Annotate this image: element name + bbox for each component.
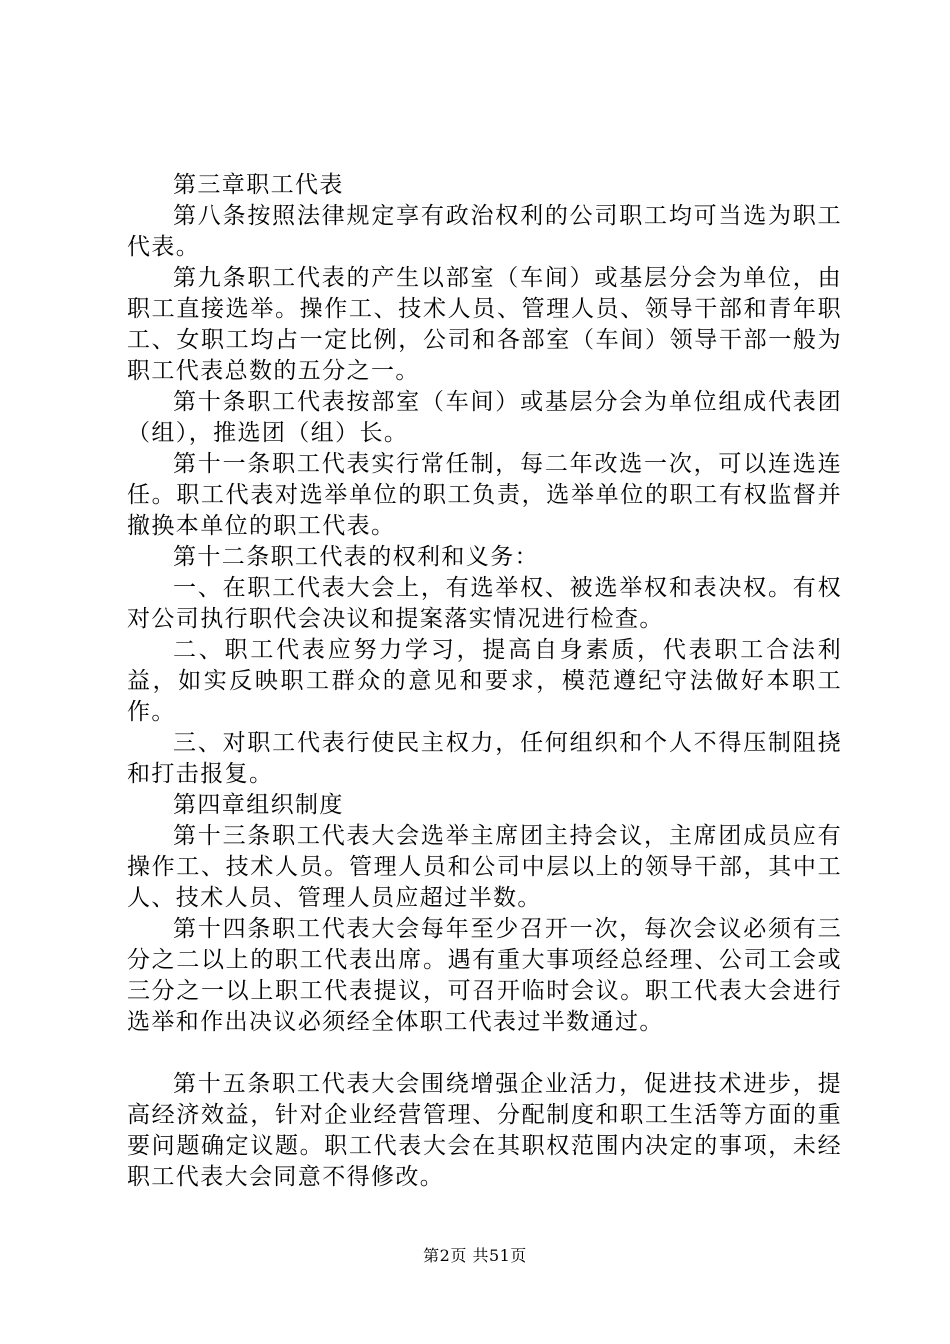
paragraph-spacer — [127, 1038, 842, 1069]
article-10: 第十条职工代表按部室（车间）或基层分会为单位组成代表团（组），推选团（组）长。 — [127, 389, 842, 446]
chapter-heading-3: 第三章职工代表 — [173, 172, 344, 198]
article-12-item-3: 三、对职工代表行使民主权力，任何组织和个人不得压制阻挠和打击报复。 — [127, 730, 842, 787]
article-12-item-1: 一、在职工代表大会上，有选举权、被选举权和表决权。有权对公司执行职代会决议和提案落实情况进行检查。 — [127, 575, 842, 632]
page-footer: 第2页 共51页 — [423, 1246, 527, 1265]
article-9: 第九条职工代表的产生以部室（车间）或基层分会为单位，由职工直接选举。操作工、技术人员、管理人员、领导干部和青年职工、女职工均占一定比例，公司和各部室（车间）领导干部一般为职工代表总数的五分之一。 — [127, 265, 842, 384]
article-12-item-2: 二、职工代表应努力学习，提高自身素质，代表职工合法利益，如实反映职工群众的意见和要求，模范遵纪守法做好本职工作。 — [127, 637, 842, 725]
chapter-heading-4: 第四章组织制度 — [173, 792, 344, 818]
article-13: 第十三条职工代表大会选举主席团主持会议，主席团成员应有操作工、技术人员。管理人员和公司中层以上的领导干部，其中工人、技术人员、管理人员应超过半数。 — [127, 823, 842, 911]
article-12: 第十二条职工代表的权利和义务： — [173, 544, 539, 570]
article-14: 第十四条职工代表大会每年至少召开一次，每次会议必须有三分之二以上的职工代表出席。遇有重大事项经总经理、公司工会或三分之一以上职工代表提议，可召开临时会议。职工代表大会进行选举和作出决议必须经全体职工代表过半数通过。 — [127, 916, 842, 1035]
document-body — [127, 170, 842, 1193]
article-15: 第十五条职工代表大会围绕增强企业活力，促进技术进步，提高经济效益，针对企业经营管理、分配制度和职工生活等方面的重要问题确定议题。职工代表大会在其职权范围内决定的事项，未经职工代表大会同意不得修改。 — [127, 1071, 842, 1190]
article-8: 第八条按照法律规定享有政治权利的公司职工均可当选为职工代表。 — [127, 203, 842, 260]
article-11: 第十一条职工代表实行常任制，每二年改选一次，可以连选连任。职工代表对选举单位的职工负责，选举单位的职工有权监督并撤换本单位的职工代表。 — [127, 451, 842, 539]
